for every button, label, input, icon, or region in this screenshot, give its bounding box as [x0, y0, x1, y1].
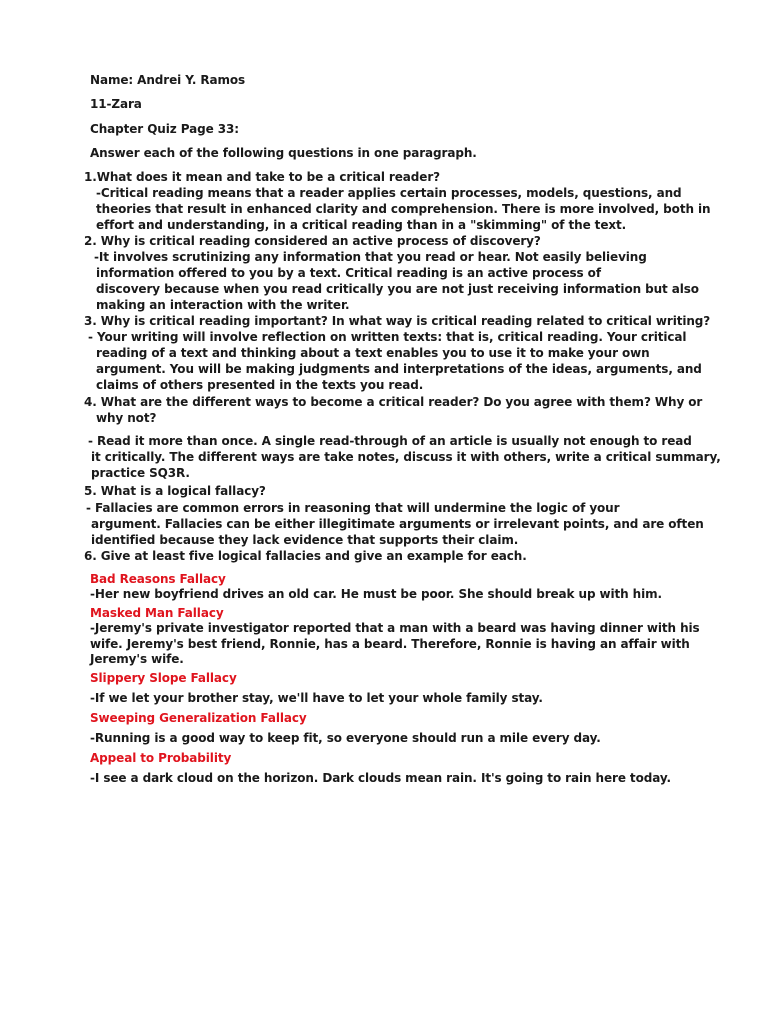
answer-3-line: argument. You will be making judgments and interpretations of the ideas, arguments, and — [96, 362, 702, 376]
fallacy-heading: Masked Man Fallacy — [90, 606, 224, 620]
question-6: 6. Give at least five logical fallacies and give an example for each. — [84, 549, 527, 563]
answer-4-line: it critically. The different ways are take notes, discuss it with others, write a critical summary, — [91, 450, 721, 464]
answer-1-line: -Critical reading means that a reader applies certain processes, models, questions, and — [96, 186, 682, 200]
instructions: Answer each of the following questions in one paragraph. — [90, 146, 477, 160]
fallacy-example: Jeremy's wife. — [90, 652, 184, 666]
quiz-title: Chapter Quiz Page 33: — [90, 122, 239, 136]
question-1: 1.What does it mean and take to be a critical reader? — [84, 170, 440, 184]
answer-1-line: theories that result in enhanced clarity and comprehension. There is more involved, both in — [96, 202, 711, 216]
fallacy-example: -Jeremy's private investigator reported that a man with a beard was having dinner with his — [90, 621, 700, 635]
question-4: 4. What are the different ways to become a critical reader? Do you agree with them? Why or — [84, 395, 703, 409]
answer-5-line: - Fallacies are common errors in reasoning that will undermine the logic of your — [86, 501, 620, 515]
answer-5-line: argument. Fallacies can be either illegitimate arguments or irrelevant points, and are often — [91, 517, 704, 531]
fallacy-heading: Bad Reasons Fallacy — [90, 572, 226, 586]
student-section: 11-Zara — [90, 97, 142, 111]
answer-2-line: making an interaction with the writer. — [96, 298, 350, 312]
question-2: 2. Why is critical reading considered an active process of discovery? — [84, 234, 541, 248]
answer-3-line: reading of a text and thinking about a text enables you to use it to make your own — [96, 346, 650, 360]
question-3: 3. Why is critical reading important? In what way is critical reading related to critical writing? — [84, 314, 711, 328]
fallacy-example: -Running is a good way to keep fit, so everyone should run a mile every day. — [90, 731, 601, 745]
answer-4-line: practice SQ3R. — [91, 466, 190, 480]
fallacy-example: -I see a dark cloud on the horizon. Dark clouds mean rain. It's going to rain here today. — [90, 771, 671, 785]
answer-2-line: information offered to you by a text. Critical reading is an active process of — [96, 266, 601, 280]
question-5: 5. What is a logical fallacy? — [84, 484, 266, 498]
fallacy-heading: Appeal to Probability — [90, 751, 232, 765]
answer-3-line: claims of others presented in the texts you read. — [96, 378, 424, 392]
student-name: Name: Andrei Y. Ramos — [90, 73, 246, 87]
answer-1-line: effort and understanding, in a critical reading than in a "skimming" of the text. — [96, 218, 627, 232]
fallacy-heading: Slippery Slope Fallacy — [90, 671, 237, 685]
answer-5-line: identified because they lack evidence that supports their claim. — [91, 533, 519, 547]
fallacy-heading: Sweeping Generalization Fallacy — [90, 711, 307, 725]
fallacy-example: -If we let your brother stay, we'll have to let your whole family stay. — [90, 691, 543, 705]
fallacy-example: -Her new boyfriend drives an old car. He must be poor. She should break up with him. — [90, 587, 662, 601]
answer-3-line: - Your writing will involve reflection on written texts: that is, critical reading. Your critical — [88, 330, 687, 344]
answer-4-line: - Read it more than once. A single read-through of an article is usually not enough to read — [88, 434, 692, 448]
answer-2-line: -It involves scrutinizing any information that you read or hear. Not easily believing — [94, 250, 647, 264]
question-4-line-2: why not? — [96, 411, 157, 425]
fallacy-example: wife. Jeremy's best friend, Ronnie, has a beard. Therefore, Ronnie is having an affair with — [90, 637, 690, 651]
answer-2-line: discovery because when you read critically you are not just receiving information but also — [96, 282, 699, 296]
